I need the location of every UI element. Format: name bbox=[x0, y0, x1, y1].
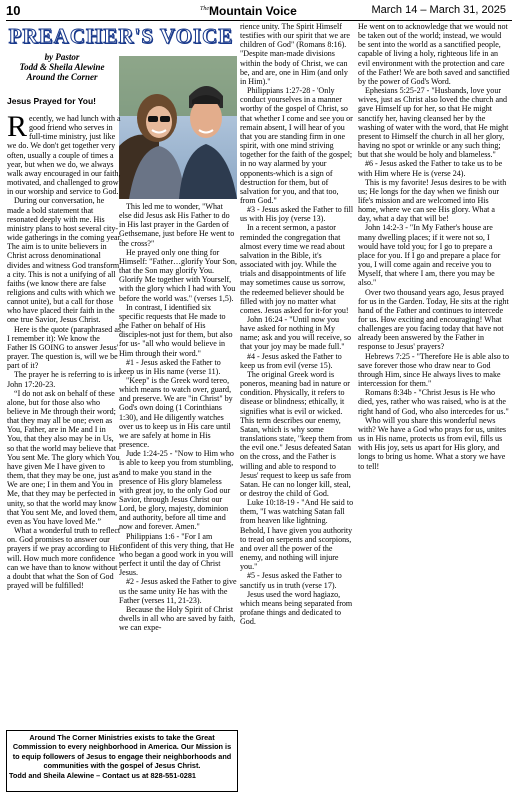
page-header bbox=[0, 0, 518, 20]
paragraph: The original Greek word is poneros, meaning bad in nature or condition. Physically, it refers to disease or blindness; ethically, it signifies what is evil or wicked. This term describes our enemy, Satan, which is why some translations state, "keep them from the evil one." Jesus defeated Satan on the cross, and the Father is willing and able to respond to Jesus' request to keep us safe from Satan. He can no longer kill, steal, or destroy the child of God. bbox=[240, 369, 353, 498]
paragraph: During our conversation, he made a bold statement that resonated deeply with me. His ministry plans to host several city-wide gatherings in the coming year. The aim is to unite believers in Christ across denominational divides and witness God transform a city. This is not a unifying of all faiths (we know there are false religions and cults with which we cannot unite), but a call for those who have placed their faith in the one true Savior, Jesus Christ. bbox=[7, 196, 122, 325]
paragraph: #2 - Jesus asked the Father to give us the same unity He has with the Father (verses 11, 21-23). bbox=[119, 577, 237, 605]
issue-date: March 14 – March 31, 2025 bbox=[371, 4, 506, 16]
paragraph: Here is the quote (paraphrased as I remember it): We know the Father IS GOING to answer Jesus' prayer. The question is, will we be part of it? bbox=[7, 324, 122, 371]
paragraph: Who will you share this wonderful news with? We have a God who prays for us, unites us in His name, protects us from evil, fills us with His joy, sets us apart for His glory, and longs to bring us home. What a story we have to tell! bbox=[358, 415, 507, 471]
drop-cap: R bbox=[7, 110, 28, 143]
paragraph: Over two thousand years ago, Jesus prayed for us in the Garden. Today, He sits at the right hand of the Father and continues to intercede for us. How exciting and encouraging! What challenges are you facing today that have not already been answered by the Father in response to Jesus' prayers? bbox=[358, 287, 509, 352]
paragraph: This led me to wonder, "What else did Jesus ask His Father to do in His last prayer in the Garden of Gethsemane, just before He went to the cross?" bbox=[119, 202, 235, 248]
paragraph: Jude 1:24-25 - "Now to Him who is able to keep you from stumbling, and to make you stand in the presence of His glory blameless with great joy, to the only God our Savior, through Jesus Christ our Lord, be glory, majesty, dominion and authority, before all time and now and forever. Amen." bbox=[119, 449, 234, 532]
paragraph: #1 - Jesus asked the Father to keep us in His name (verse 11). bbox=[119, 357, 221, 376]
paragraph: In a recent sermon, a pastor reminded the congregation that almost every time we read about salvation in the Bible, it's associated with joy. While the trials and disappointments of life may sometimes cause us sorrow, the redeemed believer should be filled with joy no matter what comes. Jesus asked for it-for you! bbox=[240, 223, 349, 315]
paragraph: Luke 10:18-19 - "And He said to them, "I was watching Satan fall from heaven like lightning. Behold, I have given you authority to tread on serpents and scorpions, and over all the power of the enemy, and nothing will injure you." bbox=[240, 498, 354, 572]
mission-statement: Around The Corner Ministries exists to take the Great Commission to every neighborhood in America. Our Mission is to equip followers of Jesus to engage their neighborhoods and communities with the gospel of Jesus Christ. bbox=[12, 733, 232, 771]
ministry-info-box bbox=[6, 730, 238, 792]
page-number: 10 bbox=[6, 3, 21, 18]
paragraph: Philippians 1:6 - "For I am confident of this very thing, that He who began a good work in you will perfect it until the day of Christ Jesus. bbox=[119, 531, 235, 578]
paragraph: He went on to acknowledge that we would not be taken out of the world; instead, we would be sent into the world as a sanctified people, capable of living a holy, righteous life in an evil environment with the protection and care of the Father! We are both saved and sanctified by the power of God's Word. bbox=[358, 22, 510, 86]
paragraph: John 14:2-3 - "In My Father's house are many dwelling places; if it were not so, I would have told you; for I go to prepare a place for you. If I go and prepare a place for you, I will come again and receive you to Myself, that where I am, there you may be also." bbox=[358, 223, 501, 288]
paragraph: In contrast, I identified six specific requests that He made to the Father on behalf of His disciples-not just for them, but also for us- "all who would believe in Him through their word." bbox=[119, 302, 233, 358]
byline: by Pastor Todd & Sheila Alewine Around the Corner bbox=[19, 52, 105, 82]
paragraph: He prayed only one thing for Himself: "Father…glorify Your Son, that the Son may glorify You. Glorify Me together with Yourself, with the glory which I had with You before the world was." (verses 1,5). bbox=[119, 247, 237, 303]
paragraph: Romans 8:34b - "Christ Jesus is He who died, yes, rather who was raised, who is at the right hand of God, who also intercedes for us." bbox=[358, 388, 509, 416]
paragraph: John 16:24 - "Until now you have asked for nothing in My name; ask and you will receive, so that your joy may be made full." bbox=[240, 315, 352, 352]
paragraph: "Keep" is the Greek word tereo, which means to watch over, guard, and preserve. We are "in Christ" by God's own doing (1 Corinthians 1:30), and He diligently watches over us to keep us in His care until we are safely at home in His presence. bbox=[119, 375, 233, 450]
text-column-1 bbox=[7, 110, 122, 590]
publication-name: $^{The}$Mountain Voice bbox=[200, 4, 297, 18]
paragraph: Jesus used the word hagiazo, which means being separated from profane things and dedicated to God. bbox=[240, 589, 353, 627]
paragraph: #6 - Jesus asked the Father to take us to be with Him where He is (verse 24). bbox=[358, 159, 503, 178]
paragraph: The prayer he is referring to is in John 17:20-23. bbox=[7, 370, 121, 389]
column-title: PREACHER'S VOICE bbox=[8, 24, 234, 48]
paragraph: Hebrews 7:25 - "Therefore He is able also to save forever those who draw near to God through Him, since He always lives to make intercession for them." bbox=[358, 351, 510, 389]
paragraph: This is my favorite! Jesus desires to be with us; He longs for the day when we finish our life's mission and are welcomed into His home, where we can see His glory. What a day, what a day that will be! bbox=[358, 177, 507, 224]
paragraph: #4 - Jesus asked the Father to keep us from evil (verse 15). bbox=[240, 351, 342, 370]
paragraph: “I do not ask on behalf of these alone, but for those also who believe in Me through their word; that they may all be one; even as You, Father, are in Me and I in You, that they also may be in Us, so that the world may believe that You sent Me. The glory which You have given Me I have given to them, that they may be one, just as We are one; I in them and You in Me, that they may be perfected in unity, so that the world may know that You sent Me, and loved them, even as You have loved Me.” bbox=[7, 388, 120, 526]
text-column-2 bbox=[119, 202, 237, 632]
paragraph: Ephesians 5:25-27 - "Husbands, love your wives, just as Christ also loved the church and gave Himself up for her, so that He might sanctify her, having cleansed her by the washing of water with the word, that He might present to Himself the church in all her glory, having no spot or wrinkle or any such thing; but that she would be holy and blameless." bbox=[358, 86, 509, 160]
header-divider bbox=[6, 20, 512, 21]
paragraph: #5 - Jesus asked the Father to sanctify us in truth (verse 17). bbox=[240, 571, 342, 590]
text-column-3 bbox=[240, 22, 354, 626]
paragraph: rience unity. The Spirit Himself testifies with our spirit that we are children of God" (Romans 8:16). "Despite man-made divisions within the body of Christ, we can be, and are, one in Him (and only in Him)." bbox=[240, 22, 350, 86]
contact-line: Todd and Sheila Alewine – Contact us at 828-551-0281 bbox=[9, 770, 196, 780]
paragraph: What a wonderful truth to reflect on. God promises to answer our prayers if we pray according to His will. How much more confidence can we have than to know without a doubt that what the Son of God prayed will be fulfilled! bbox=[7, 526, 121, 590]
paragraph: Because the Holy Spirit of Christ dwells in all who are saved by faith, we can expe- bbox=[119, 604, 236, 633]
article-headline: Jesus Prayed for You! bbox=[7, 96, 96, 106]
paragraph: Philippians 1:27-28 - 'Only conduct yourselves in a manner worthy of the gospel of Christ, so that whether I come and see you or remain absent, I will hear of you that you are standing firm in one spirit, with one mind striving together for the faith of the gospel; in no way alarmed by your opponents-which is a sign of destruction for them, but of salvation for you, and that too, from God." bbox=[240, 86, 353, 205]
paragraph: Recently, we had lunch with a good friend who serves in full-time ministry, just like we do. We don't get together very often, usually a couple of times a year, but when we do, we always walk away encouraged in our faith, motivated, and challenged to grow in our worship and service to God. bbox=[7, 110, 121, 197]
author-photo bbox=[119, 56, 237, 199]
paragraph: #3 - Jesus asked the Father to fill us with His joy (verse 13). bbox=[240, 205, 354, 224]
text-column-4 bbox=[358, 22, 510, 471]
